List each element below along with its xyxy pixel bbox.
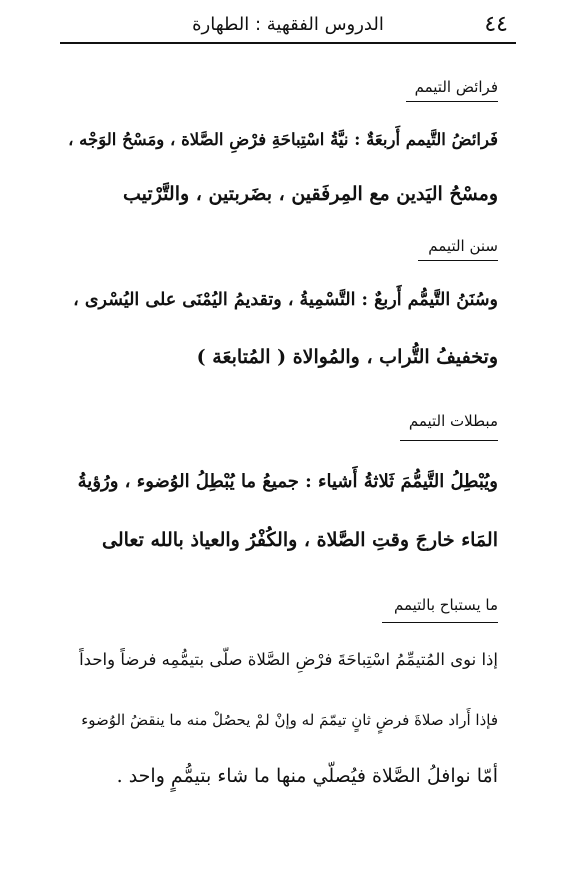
section-1-line-2: ومسْحُ اليَدين مع المِرفَقين ، بضَربتين ، والتَّرْتيب bbox=[123, 183, 498, 205]
section-heading-permitted: ما يستباح بالتيمم bbox=[393, 596, 498, 614]
section-4-line-1: إذا نوى المُتيمِّمُ اسْتِباحَةَ فرْضِ الصَّلاة صلّى بتيمُّمِه فرضاً واحداً bbox=[79, 650, 498, 669]
running-title: الدروس الفقهية : الطهارة bbox=[192, 14, 384, 35]
header-divider bbox=[60, 42, 516, 44]
section-heading-invalidators: مبطلات التيمم bbox=[408, 412, 498, 430]
section-2-line-2: وتخفيفُ التُّراب ، والمُوالاة ( المُتابعَة ) bbox=[196, 346, 498, 368]
section-1-line-1: فَرائضُ التَّيمم أَربعَةٌ : نيَّةُ اسْتِباحَةِ فرْضِ الصَّلاة ، ومَسْحُ الوَجْه ، bbox=[68, 130, 498, 149]
heading-underline bbox=[418, 260, 498, 261]
section-heading-obligations: فرائض التيمم bbox=[414, 78, 498, 96]
heading-underline bbox=[382, 622, 498, 623]
section-4-line-3: أمّا نوافلُ الصَّلاة فيُصلّي منها ما شاء بتيمُّمٍ واحد . bbox=[116, 765, 498, 787]
section-3-line-1: ويُبْطِلُ التَّيمُّمَ ثَلاثةُ أَشياء : جميعُ ما يُبْطِلُ الوُضوء ، ورُؤيةُ bbox=[77, 471, 498, 492]
page-number: ٤٤ bbox=[484, 12, 508, 37]
heading-underline bbox=[406, 101, 498, 102]
page-header bbox=[60, 10, 516, 40]
section-3-line-2: المَاء خارجَ وقتِ الصَّلاة ، والكُفْرُ والعياذ بالله تعالى bbox=[102, 529, 498, 551]
heading-underline bbox=[400, 440, 498, 441]
section-2-line-1: وسُنَنُ التَّيمُّم أَربعٌ : التَّسْمِيةُ ، وتقديمُ اليُمْنَى على اليُسْرى ، bbox=[73, 290, 498, 310]
section-4-line-2: فإذا أَراد صلاةَ فرضٍ ثانٍ تيمّمَ له وإنْ لمْ يحصُلْ منه ما ينقضُ الوُضوء bbox=[81, 711, 498, 729]
section-heading-sunnahs: سنن التيمم bbox=[428, 237, 498, 255]
